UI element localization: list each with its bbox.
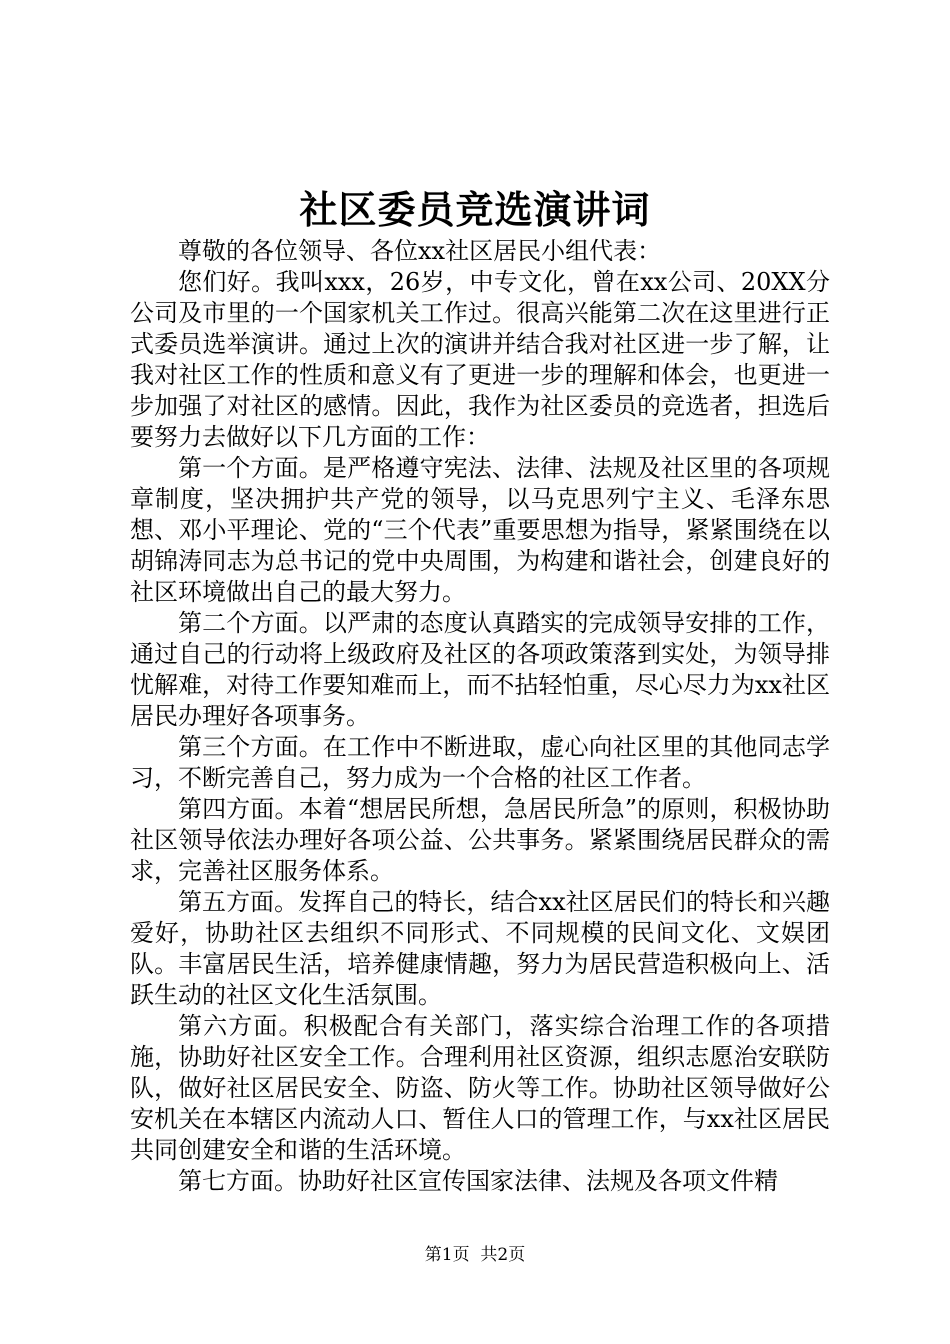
paragraph-salutation: 尊敬的各位领导、各位xx社区居民小组代表： xyxy=(178,237,662,265)
page-number-current: 第1页 xyxy=(424,1245,470,1265)
document-body xyxy=(130,236,830,1197)
paragraph-aspect-2: 第二个方面。以严肃的态度认真踏实的完成领导安排的工作，通过自己的行动将上级政府及社区的各项政策落到实处，为领导排忧解难，对待工作要知难而上，而不拈轻怕重，尽心尽力为xx社区居民办理好各项事务。 xyxy=(130,609,830,730)
paragraph-aspect-5: 第五方面。发挥自己的特长，结合xx社区居民们的特长和兴趣爱好，协助社区去组织不同形式、不同规模的民间文化、文娱团队。丰富居民生活，培养健康情趣，努力为居民营造积极向上、活跃生动的社区文化生活氛围。 xyxy=(130,888,830,1009)
document-title: 社区委员竞选演讲词 xyxy=(299,187,651,232)
footer-spacer xyxy=(470,1245,481,1265)
paragraph-aspect-7: 第七方面。协助好社区宣传国家法律、法规及各项文件精 xyxy=(178,1167,778,1195)
paragraph-aspect-6: 第六方面。积极配合有关部门，落实综合治理工作的各项措施，协助好社区安全工作。合理利用社区资源，组织志愿治安联防队，做好社区居民安全、防盗、防火等工作。协助社区领导做好公安机关在本辖区内流动人口、暂住人口的管理工作，与xx社区居民共同创建安全和谐的生活环境。 xyxy=(130,1012,830,1164)
paragraph-aspect-1: 第一个方面。是严格遵守宪法、法律、法规及社区里的各项规章制度，坚决拥护共产党的领导，以马克思列宁主义、毛泽东思想、邓小平理论、党的“三个代表”重要思想为指导，紧紧围绕在以胡锦涛同志为总书记的党中央周围，为构建和谐社会，创建良好的社区环境做出自己的最大努力。 xyxy=(130,454,830,606)
paragraph-aspect-3: 第三个方面。在工作中不断进取，虚心向社区里的其他同志学习，不断完善自己，努力成为一个合格的社区工作者。 xyxy=(130,733,830,792)
paragraph-introduction: 您们好。我叫xxx，26岁，中专文化，曾在xx公司、20XX分公司及市里的一个国家机关工作过。很高兴能第二次在这里进行正式委员选举演讲。通过上次的演讲并结合我对社区进一步了解，让我对社区工作的性质和意义有了更进一步的理解和体会，也更进一步加强了对社区的感情。因此，我作为社区委员的竞选者，担选后要努力去做好以下几方面的工作： xyxy=(130,268,830,451)
page-number-total: 共2页 xyxy=(480,1245,526,1265)
page-footer xyxy=(0,1244,950,1266)
paragraph-aspect-4: 第四方面。本着“想居民所想，急居民所急”的原则，积极协助社区领导依法办理好各项公益、公共事务。紧紧围绕居民群众的需求，完善社区服务体系。 xyxy=(130,795,830,885)
